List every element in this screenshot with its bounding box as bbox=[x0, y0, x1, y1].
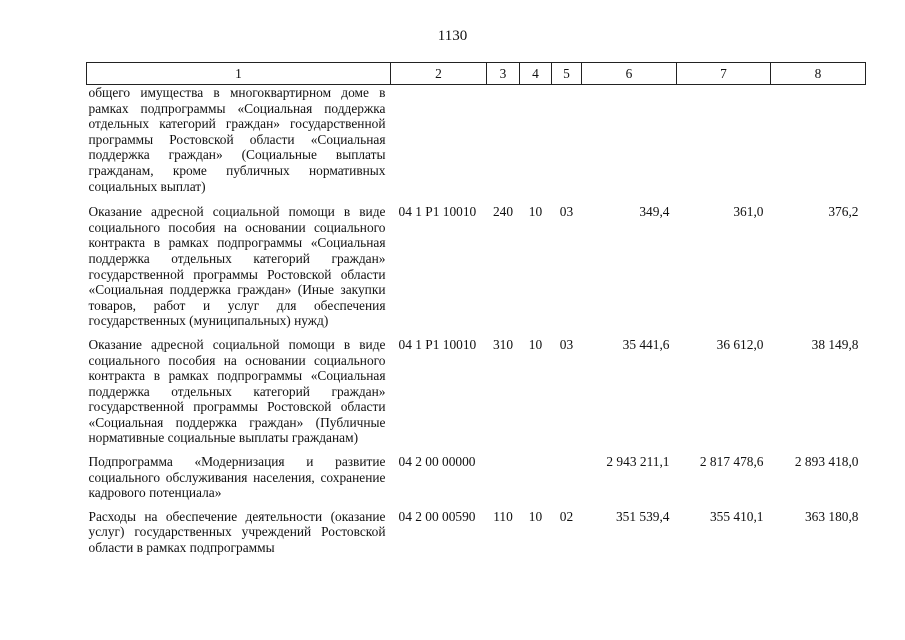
table-row bbox=[87, 454, 866, 509]
expense-type-code: 240 bbox=[492, 204, 514, 220]
column-header-2: 2 bbox=[391, 63, 487, 85]
section-code bbox=[520, 85, 552, 205]
column-header-3: 3 bbox=[487, 63, 520, 85]
section-code: 10 bbox=[528, 336, 543, 352]
amount-col-7: 361,0 bbox=[733, 204, 764, 220]
row-name: общего имущества в многоквартирном доме в рамках подпрограммы «Социальная поддержка отдельных категорий граждан» государственной программы Ростовской области «Социальная поддержка граждан» (Социальные выплаты гражданам, кроме публичных нормативных социальных выплат) bbox=[88, 85, 386, 194]
column-header-7: 7 bbox=[677, 63, 771, 85]
amount-col-7: 36 612,0 bbox=[716, 336, 764, 352]
expense-type-code: 310 bbox=[492, 336, 514, 352]
subsection-code: 03 bbox=[559, 204, 574, 220]
section-code bbox=[520, 454, 552, 509]
table-row bbox=[87, 204, 866, 337]
page-number: 1130 bbox=[437, 28, 468, 44]
table-header bbox=[87, 63, 866, 85]
header-row bbox=[87, 63, 866, 85]
amount-col-7: 2 817 478,6 bbox=[699, 454, 764, 470]
column-header-8: 8 bbox=[771, 63, 866, 85]
amount-col-6 bbox=[582, 85, 677, 205]
section-code: 10 bbox=[528, 204, 543, 220]
row-name: Оказание адресной социальной помощи в виде социального пособия на основании социального контракта в рамках подпрограммы «Социальная поддержка отдельных категорий граждан» государственной программы Ростовской области «Социальная поддержка граждан» (Публичные нормативные социальные выплаты гражданам) bbox=[88, 336, 386, 446]
row-name: Оказание адресной социальной помощи в виде социального пособия на основании социального контракта в рамках подпрограммы «Социальная поддержка отдельных категорий граждан» государственной программы Ростовской области «Социальная поддержка граждан» (Иные закупки товаров, работ и услуг для обеспечения государственных (муниципальных) нужд) bbox=[88, 204, 386, 329]
target-article-code bbox=[391, 85, 487, 205]
amount-col-8: 376,2 bbox=[828, 204, 859, 220]
subsection-code bbox=[552, 454, 582, 509]
amount-col-8: 2 893 418,0 bbox=[794, 454, 859, 470]
subsection-code: 02 bbox=[559, 508, 574, 524]
amount-col-8 bbox=[771, 85, 866, 205]
section-code: 10 bbox=[528, 508, 543, 524]
budget-table bbox=[86, 62, 866, 564]
target-article-code: 04 1 P1 10010 bbox=[398, 336, 477, 352]
expense-type-code bbox=[487, 454, 520, 509]
expense-type-code: 110 bbox=[493, 508, 513, 524]
expense-type-code bbox=[487, 85, 520, 205]
amount-col-7: 355 410,1 bbox=[709, 508, 764, 524]
table-row bbox=[87, 509, 866, 564]
amount-col-8: 38 149,8 bbox=[811, 336, 859, 352]
subsection-code: 03 bbox=[559, 336, 574, 352]
row-name: Расходы на обеспечение деятельности (оказание услуг) государственных учреждений Ростовской области в рамках подпрограммы bbox=[88, 508, 386, 556]
column-header-5: 5 bbox=[552, 63, 582, 85]
amount-col-7 bbox=[677, 85, 771, 205]
amount-col-6: 2 943 211,1 bbox=[606, 454, 670, 470]
amount-col-6: 35 441,6 bbox=[622, 336, 670, 352]
target-article-code: 04 2 00 00590 bbox=[398, 508, 476, 524]
table-row bbox=[87, 85, 866, 205]
table-row bbox=[87, 337, 866, 454]
amount-col-6: 351 539,4 bbox=[615, 508, 670, 524]
amount-col-6: 349,4 bbox=[639, 204, 670, 220]
table-body bbox=[87, 85, 866, 564]
column-header-6: 6 bbox=[582, 63, 677, 85]
row-name: Подпрограмма «Модернизация и развитие социального обслуживания населения, сохранение кадрового потенциала» bbox=[88, 454, 386, 501]
subsection-code bbox=[552, 85, 582, 205]
column-header-1: 1 bbox=[87, 63, 391, 85]
target-article-code: 04 1 P1 10010 bbox=[398, 204, 477, 220]
target-article-code: 04 2 00 00000 bbox=[398, 454, 476, 470]
column-header-4: 4 bbox=[520, 63, 552, 85]
amount-col-8: 363 180,8 bbox=[804, 508, 859, 524]
